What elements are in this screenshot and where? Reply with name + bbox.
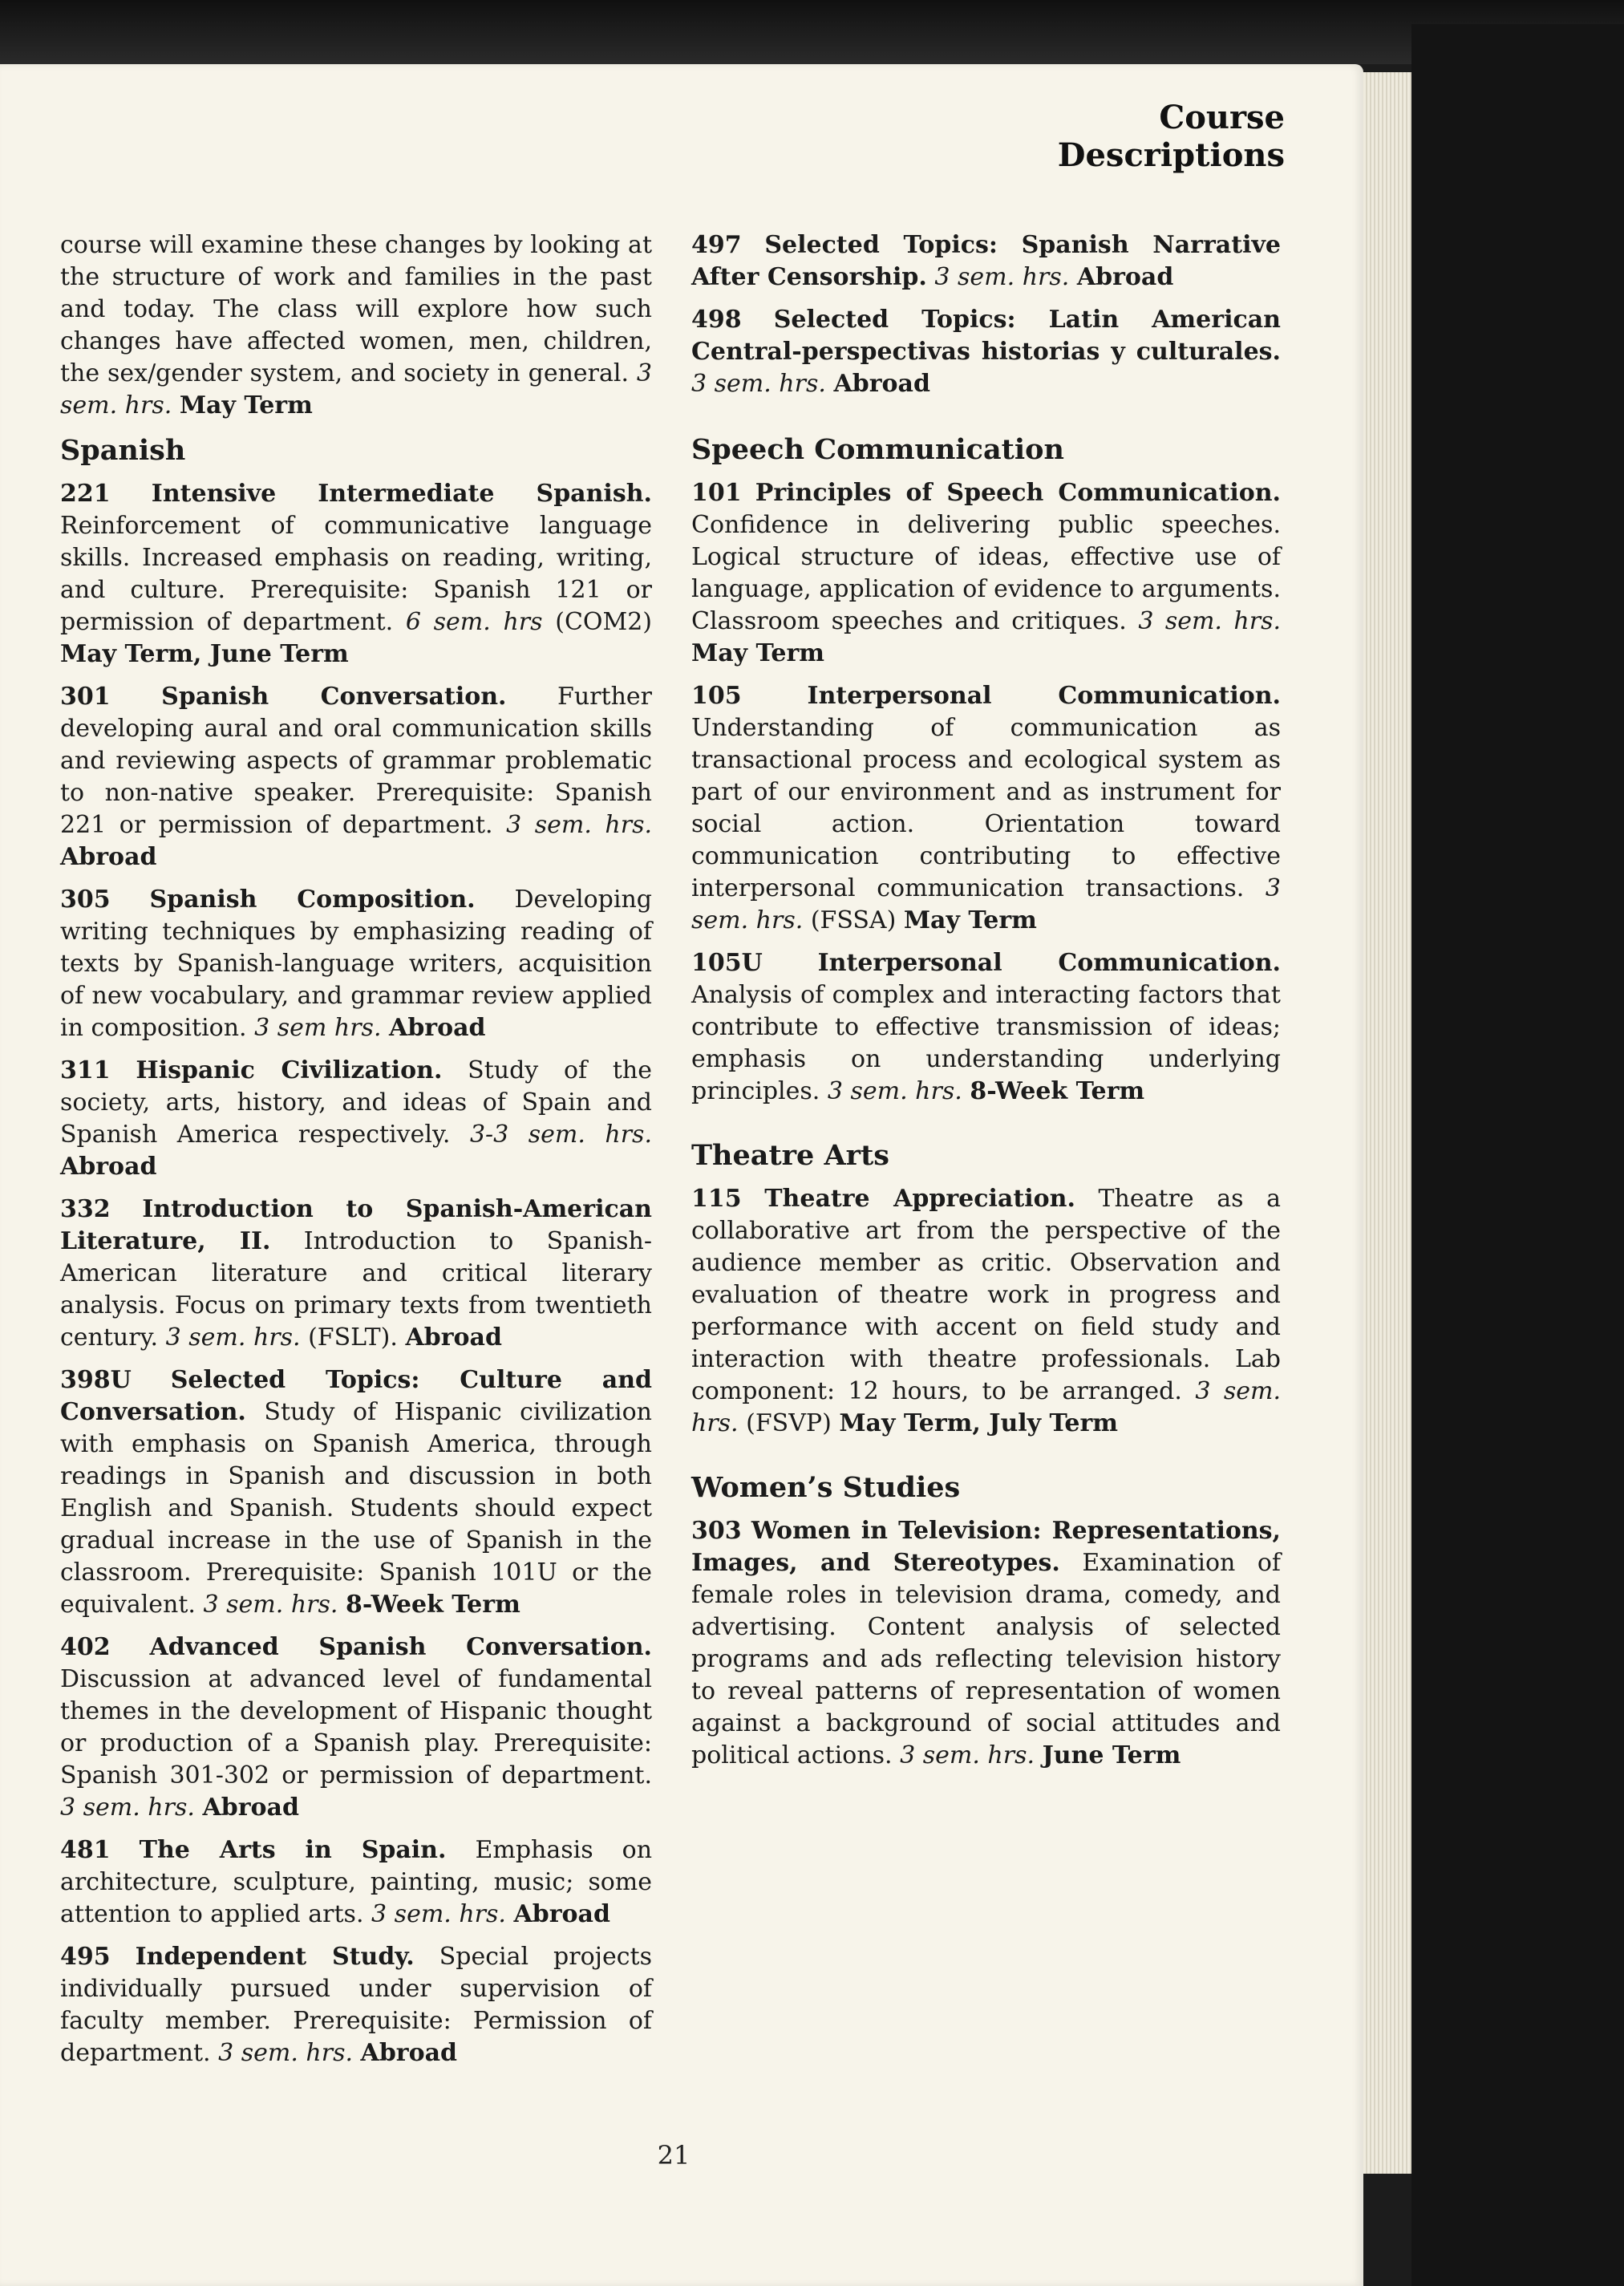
section-heading-womens-studies: Women’s Studies — [691, 1471, 961, 1504]
course-entry — [60, 1194, 652, 1354]
theatre-course-list — [691, 1183, 1281, 1440]
course-title: Theatre Appreciation. — [764, 1185, 1075, 1213]
course-entry — [691, 304, 1281, 400]
course-title: Selected Topics: Culture and Conversation. — [60, 1366, 652, 1426]
course-entry — [60, 884, 652, 1044]
course-number: 221 — [60, 480, 111, 508]
course-entry — [60, 1834, 652, 1931]
course-number: 105U — [691, 949, 763, 977]
course-term: May Term — [903, 906, 1037, 934]
course-hours: 3 sem. hrs. — [691, 370, 826, 398]
course-entry — [60, 1055, 652, 1183]
course-title: Selected Topics: Spanish Narrative After Censorship. — [691, 231, 1281, 291]
course-description: Reinforcement of communicative language skills. Increased emphasis on reading, writing, and culture. Prerequisite: Spanish 121 or permission of department. — [60, 512, 652, 636]
course-hours: 3 sem. hrs. — [218, 2039, 353, 2067]
speech-course-list — [691, 477, 1281, 1108]
course-title: Spanish Composition. — [149, 886, 476, 914]
course-term: Abroad — [833, 370, 930, 398]
course-term: Abroad — [513, 1900, 610, 1928]
course-description: Confidence in delivering public speeches. Logical structure of ideas, effective use of language, application of evidence to arguments. Classroom speeches and critiques. — [691, 511, 1281, 635]
course-entry — [691, 680, 1281, 937]
course-description: Study of Hispanic civilization with emphasis on Spanish America, through readings in Spanish and discussion in both English and Spanish. Students should expect gradual increase in the use of Spanish in the classroom. Prerequisite: Spanish 101U or the equivalent. — [60, 1398, 652, 1619]
course-title: Selected Topics: Latin American Central-perspectivas historias y culturales. — [691, 306, 1281, 366]
course-hours: 3 sem. hrs. — [60, 1794, 195, 1822]
course-description: Developing writing techniques by emphasizing reading of texts by Spanish-language writers, acquisition of new vocabulary, and grammar review applied in composition. — [60, 886, 652, 1042]
course-description: Special projects individually pursued under supervision of faculty member. Prerequisite: Permission of department. — [60, 1943, 652, 2067]
spanish-course-list — [60, 478, 652, 2069]
course-description: Study of the society, arts, history, and ideas of Spain and Spanish America respectively. — [60, 1056, 652, 1149]
course-term: Abroad — [60, 1153, 157, 1181]
course-number: 481 — [60, 1836, 111, 1864]
course-title: Principles of Speech Communication. — [755, 479, 1282, 507]
section-heading-spanish: Spanish — [60, 434, 186, 467]
course-number: 332 — [60, 1195, 111, 1223]
course-code: (FSLT). — [308, 1323, 398, 1352]
course-entry — [60, 1631, 652, 1824]
course-title: Hispanic Civilization. — [136, 1056, 443, 1084]
course-title: Spanish Conversation. — [161, 683, 507, 711]
course-term: Abroad — [389, 1014, 486, 1042]
course-term: May Term, June Term — [60, 640, 349, 668]
course-number: 101 — [691, 479, 742, 507]
course-title: Intensive Intermediate Spanish. — [151, 480, 652, 508]
course-description: Introduction to Spanish-American literature and critical literary analysis. Focus on primary texts from twentieth century. — [60, 1227, 652, 1352]
course-entry — [691, 947, 1281, 1108]
course-hours: 3 sem. hrs. — [203, 1591, 338, 1619]
course-hours: 3-3 sem. hrs. — [469, 1121, 652, 1149]
course-hours: 3 sem. hrs. — [900, 1741, 1035, 1769]
book-cover — [1411, 24, 1624, 2286]
course-hours: 3 sem. hrs. — [1138, 607, 1282, 635]
course-term: 8-Week Term — [970, 1077, 1145, 1105]
course-title: The Arts in Spain. — [139, 1836, 447, 1864]
course-number: 105 — [691, 682, 742, 710]
course-title: Independent Study. — [135, 1943, 415, 1971]
course-hours: 3 sem. hrs. — [506, 811, 653, 839]
course-number: 495 — [60, 1943, 111, 1971]
continued-entry — [60, 229, 652, 422]
course-description: Analysis of complex and interacting factors that contribute to effective transmission of ideas; emphasis on understanding underlying principles. — [691, 981, 1281, 1105]
course-title: Women in Television: Representations, Images, and Stereotypes. — [691, 1517, 1282, 1577]
entry-term: May Term — [179, 391, 313, 420]
course-number: 115 — [691, 1185, 742, 1213]
spanish-continued-list — [691, 229, 1281, 400]
entry-hours: 3 sem. hrs. — [60, 359, 652, 420]
course-code: (FSSA) — [810, 906, 897, 934]
entry-description: course will examine these changes by looking at the structure of work and families in the past and today. The class will explore how such changes have affected women, men, children, the sex/gender system, and society in general. — [60, 231, 652, 387]
course-number: 402 — [60, 1633, 111, 1661]
course-term: Abroad — [1076, 263, 1174, 291]
course-title: Interpersonal Communication. — [817, 949, 1281, 977]
course-number: 498 — [691, 306, 742, 334]
course-term: Abroad — [202, 1794, 299, 1822]
course-title: Interpersonal Communication. — [807, 682, 1281, 710]
page-number: 21 — [657, 2140, 691, 2170]
course-entry — [60, 1941, 652, 2069]
course-title: Advanced Spanish Conversation. — [149, 1633, 652, 1661]
course-description: Understanding of communication as transactional process and ecological system as part of our environment and as instrument for social action. Orientation toward communication contributing to effective interpersonal communication transactions. — [691, 714, 1281, 902]
course-hours: 3 sem. hrs. — [165, 1323, 301, 1352]
section-heading-theatre: Theatre Arts — [691, 1139, 889, 1172]
course-hours: 3 sem. hrs. — [827, 1077, 962, 1105]
course-entry — [691, 1515, 1281, 1772]
course-entry — [691, 477, 1281, 670]
course-number: 303 — [691, 1517, 742, 1545]
course-title: Introduction to Spanish-American Literature, II. — [60, 1195, 652, 1255]
course-code: (FSVP) — [746, 1409, 832, 1437]
course-entry — [60, 478, 652, 671]
womens-studies-course-list — [691, 1515, 1281, 1772]
course-entry — [691, 229, 1281, 294]
course-term: Abroad — [360, 2039, 458, 2067]
right-column — [691, 229, 1281, 1782]
course-term: June Term — [1042, 1741, 1181, 1769]
course-description: Theatre as a collaborative art from the perspective of the audience member as critic. Observation and evaluation of theatre work in progress and performance with accent on field study and interaction with theatre professionals. Lab component: 12 hours, to be arranged. — [691, 1185, 1281, 1405]
course-description: Examination of female roles in television drama, comedy, and advertising. Content analysis of selected programs and ads reflecting television history to reveal patterns of representation of women against a background of social attitudes and political actions. — [691, 1549, 1281, 1769]
course-entry — [691, 1183, 1281, 1440]
course-number: 305 — [60, 886, 111, 914]
course-number: 497 — [691, 231, 742, 259]
page-edges — [1363, 72, 1411, 2174]
course-hours: 3 sem hrs. — [254, 1014, 382, 1042]
course-hours: 3 sem. hrs. — [934, 263, 1070, 291]
course-entry — [60, 681, 652, 873]
course-number: 301 — [60, 683, 111, 711]
course-hours: 3 sem. hrs. — [691, 1377, 1281, 1437]
course-description: Further developing aural and oral communication skills and reviewing aspects of grammar problematic to non-native speaker. Prerequisite: Spanish 221 or permission of department. — [60, 683, 652, 839]
binder-edge — [0, 0, 1624, 64]
course-term: 8-Week Term — [345, 1591, 520, 1619]
course-hours: 3 sem. hrs. — [371, 1900, 506, 1928]
course-entry — [60, 1364, 652, 1621]
course-term: Abroad — [60, 843, 157, 871]
course-hours: 6 sem. hrs — [405, 608, 543, 636]
course-number: 311 — [60, 1056, 111, 1084]
course-hours: 3 sem. hrs. — [691, 874, 1281, 934]
course-term: May Term — [691, 639, 825, 667]
course-description: Emphasis on architecture, sculpture, painting, music; some attention to applied arts. — [60, 1836, 653, 1928]
course-number: 398U — [60, 1366, 132, 1394]
course-code: (COM2) — [555, 608, 652, 636]
running-head: Course Descriptions — [1057, 99, 1285, 174]
left-column — [60, 229, 652, 2080]
course-term: May Term, July Term — [839, 1409, 1119, 1437]
course-term: Abroad — [405, 1323, 502, 1352]
course-description: Discussion at advanced level of fundamental themes in the development of Hispanic thought or production of a Spanish play. Prerequisite: Spanish 301-302 or permission of department. — [60, 1665, 652, 1789]
section-heading-speech: Speech Communication — [691, 433, 1064, 466]
